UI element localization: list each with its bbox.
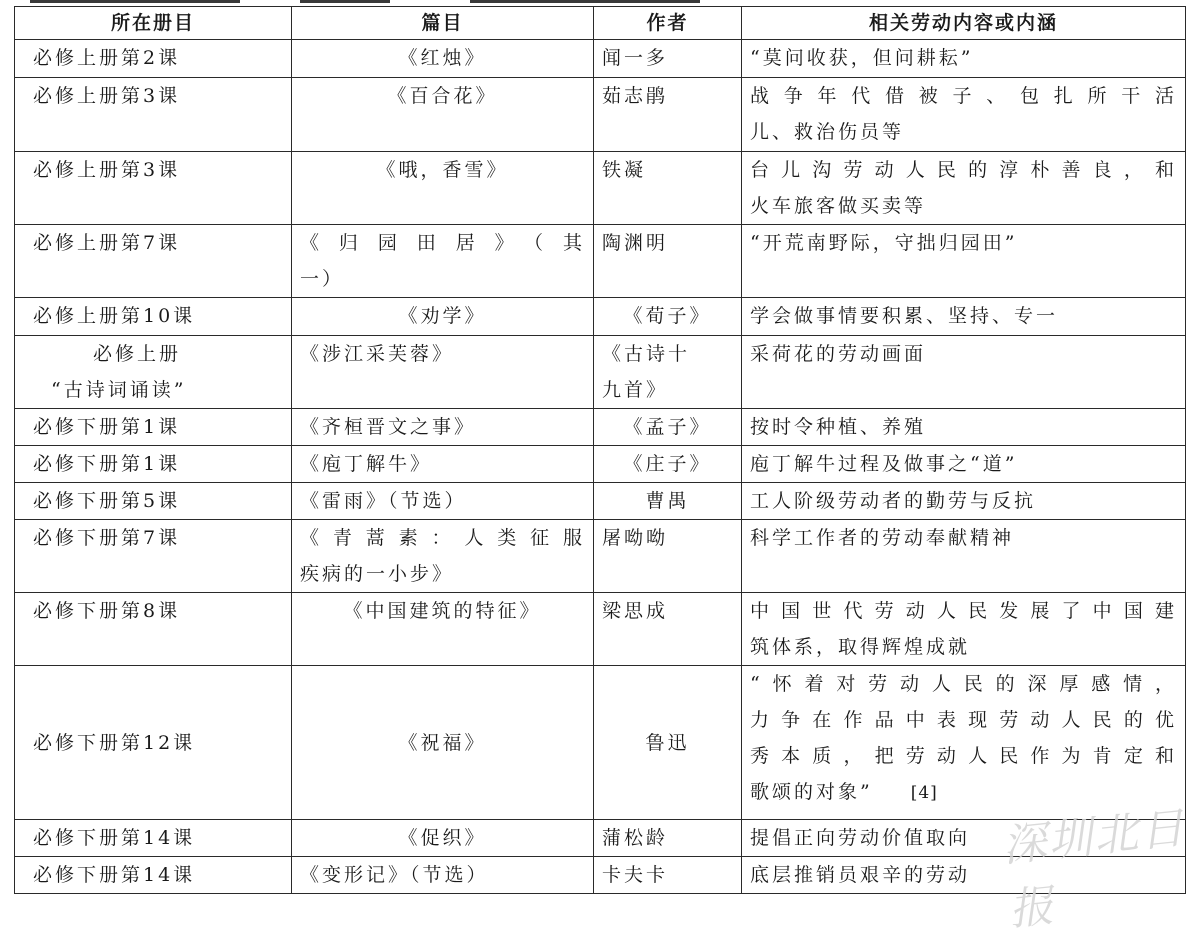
cell-author: 《荀子》 bbox=[594, 298, 742, 336]
cell-content: 庖丁解牛过程及做事之“道” bbox=[742, 446, 1186, 483]
table-row bbox=[15, 666, 1186, 820]
header-content: 相关劳动内容或内涵 bbox=[742, 7, 1186, 40]
content-line: 力争在作品中表现劳动人民的优 bbox=[750, 709, 1177, 731]
cell-title: 《涉江采芙蓉》 bbox=[292, 336, 594, 409]
table-row bbox=[15, 298, 1186, 336]
cell-title: 《红烛》 bbox=[292, 40, 594, 78]
cell-book bbox=[15, 336, 292, 409]
cell-title: 《齐桓晋文之事》 bbox=[292, 409, 594, 446]
content-line: 火车旅客做买卖等 bbox=[750, 195, 927, 217]
title-line: 《归园田居》（其 bbox=[300, 232, 585, 254]
header-author: 作者 bbox=[594, 7, 742, 40]
cell-content bbox=[742, 593, 1186, 666]
table-row bbox=[15, 483, 1186, 520]
cell-content: 按时令种植、养殖 bbox=[742, 409, 1186, 446]
table-row bbox=[15, 409, 1186, 446]
header-title: 篇目 bbox=[292, 7, 594, 40]
cell-content: “莫问收获，但问耕耘” bbox=[742, 40, 1186, 78]
cell-author: 卡夫卡 bbox=[594, 857, 742, 894]
cell-title: 《促织》 bbox=[292, 820, 594, 857]
cell-author: 《孟子》 bbox=[594, 409, 742, 446]
title-line: 《青蒿素：人类征服 bbox=[300, 527, 585, 549]
cell-book: 必修下册第7课 bbox=[15, 520, 292, 593]
cell-book: 必修下册第1课 bbox=[15, 446, 292, 483]
cell-book: 必修上册第3课 bbox=[15, 152, 292, 225]
header-row bbox=[15, 7, 1186, 40]
cell-content: 学会做事情要积累、坚持、专一 bbox=[742, 298, 1186, 336]
cell-author: 铁凝 bbox=[594, 152, 742, 225]
cell-author: 蒲松龄 bbox=[594, 820, 742, 857]
cell-book: 必修下册第1课 bbox=[15, 409, 292, 446]
cell-title: 《变形记》（节选） bbox=[292, 857, 594, 894]
table-row bbox=[15, 225, 1186, 298]
lesson-table bbox=[14, 6, 1186, 894]
cell-book: 必修上册第7课 bbox=[15, 225, 292, 298]
table-row bbox=[15, 446, 1186, 483]
cell-content bbox=[742, 78, 1186, 152]
cell-content: 底层推销员艰辛的劳动 bbox=[742, 857, 1186, 894]
cell-title: 《哦，香雪》 bbox=[292, 152, 594, 225]
table-row bbox=[15, 593, 1186, 666]
content-line: 战争年代借被子、包扎所干活 bbox=[750, 85, 1177, 107]
cell-author: 梁思成 bbox=[594, 593, 742, 666]
author-line: 《古诗十 bbox=[602, 343, 691, 365]
table-row bbox=[15, 40, 1186, 78]
cell-content: “开荒南野际，守拙归园田” bbox=[742, 225, 1186, 298]
cell-title: 《雷雨》（节选） bbox=[292, 483, 594, 520]
cell-book: 必修上册第3课 bbox=[15, 78, 292, 152]
cell-author: 屠呦呦 bbox=[594, 520, 742, 593]
cell-content: 科学工作者的劳动奉献精神 bbox=[742, 520, 1186, 593]
cell-book: 必修下册第12课 bbox=[15, 666, 292, 820]
cell-book: 必修下册第14课 bbox=[15, 820, 292, 857]
title-line: 一） bbox=[300, 268, 345, 290]
cell-title: 《祝福》 bbox=[292, 666, 594, 820]
cell-author: 闻一多 bbox=[594, 40, 742, 78]
table-row bbox=[15, 336, 1186, 409]
cell-author: 茹志鹃 bbox=[594, 78, 742, 152]
cell-book: 必修上册第10课 bbox=[15, 298, 292, 336]
content-line: 秀本质，把劳动人民作为肯定和 bbox=[750, 745, 1177, 767]
cell-content: 工人阶级劳动者的勤劳与反抗 bbox=[742, 483, 1186, 520]
reference-marker: [4] bbox=[910, 783, 938, 803]
content-line: 筑体系，取得辉煌成就 bbox=[750, 636, 971, 658]
cell-content bbox=[742, 666, 1186, 820]
cell-author: 陶渊明 bbox=[594, 225, 742, 298]
content-line: 台儿沟劳动人民的淳朴善良，和 bbox=[750, 159, 1177, 181]
cell-title: 《庖丁解牛》 bbox=[292, 446, 594, 483]
cell-title bbox=[292, 520, 594, 593]
content-line-text: 歌颂的对象” bbox=[750, 781, 873, 803]
cell-content: 提倡正向劳动价值取向 bbox=[742, 820, 1186, 857]
author-line: 九首》 bbox=[602, 379, 669, 401]
cell-book: 必修下册第14课 bbox=[15, 857, 292, 894]
cell-title bbox=[292, 225, 594, 298]
book-line: 必修上册 bbox=[93, 343, 182, 365]
content-line: 儿、救治伤员等 bbox=[750, 121, 905, 143]
table-row bbox=[15, 78, 1186, 152]
table-row bbox=[15, 520, 1186, 593]
cell-title: 《中国建筑的特征》 bbox=[292, 593, 594, 666]
cell-author bbox=[594, 336, 742, 409]
cell-content bbox=[742, 152, 1186, 225]
cell-author: 曹禺 bbox=[594, 483, 742, 520]
cell-book: 必修上册第2课 bbox=[15, 40, 292, 78]
header-book: 所在册目 bbox=[15, 7, 292, 40]
table-row bbox=[15, 152, 1186, 225]
content-line: 中国世代劳动人民发展了中国建 bbox=[750, 600, 1177, 622]
cell-author: 鲁迅 bbox=[594, 666, 742, 820]
cell-book: 必修下册第5课 bbox=[15, 483, 292, 520]
cell-author: 《庄子》 bbox=[594, 446, 742, 483]
book-line: “古诗词诵读” bbox=[51, 379, 187, 401]
cell-title: 《劝学》 bbox=[292, 298, 594, 336]
watermark: 深圳北日报 bbox=[999, 802, 1189, 936]
cell-content: 采荷花的劳动画面 bbox=[742, 336, 1186, 409]
content-line: “怀着对劳动人民的深厚感情， bbox=[750, 673, 1177, 695]
cell-title: 《百合花》 bbox=[292, 78, 594, 152]
cell-book: 必修下册第8课 bbox=[15, 593, 292, 666]
title-line: 疾病的一小步》 bbox=[300, 563, 455, 585]
